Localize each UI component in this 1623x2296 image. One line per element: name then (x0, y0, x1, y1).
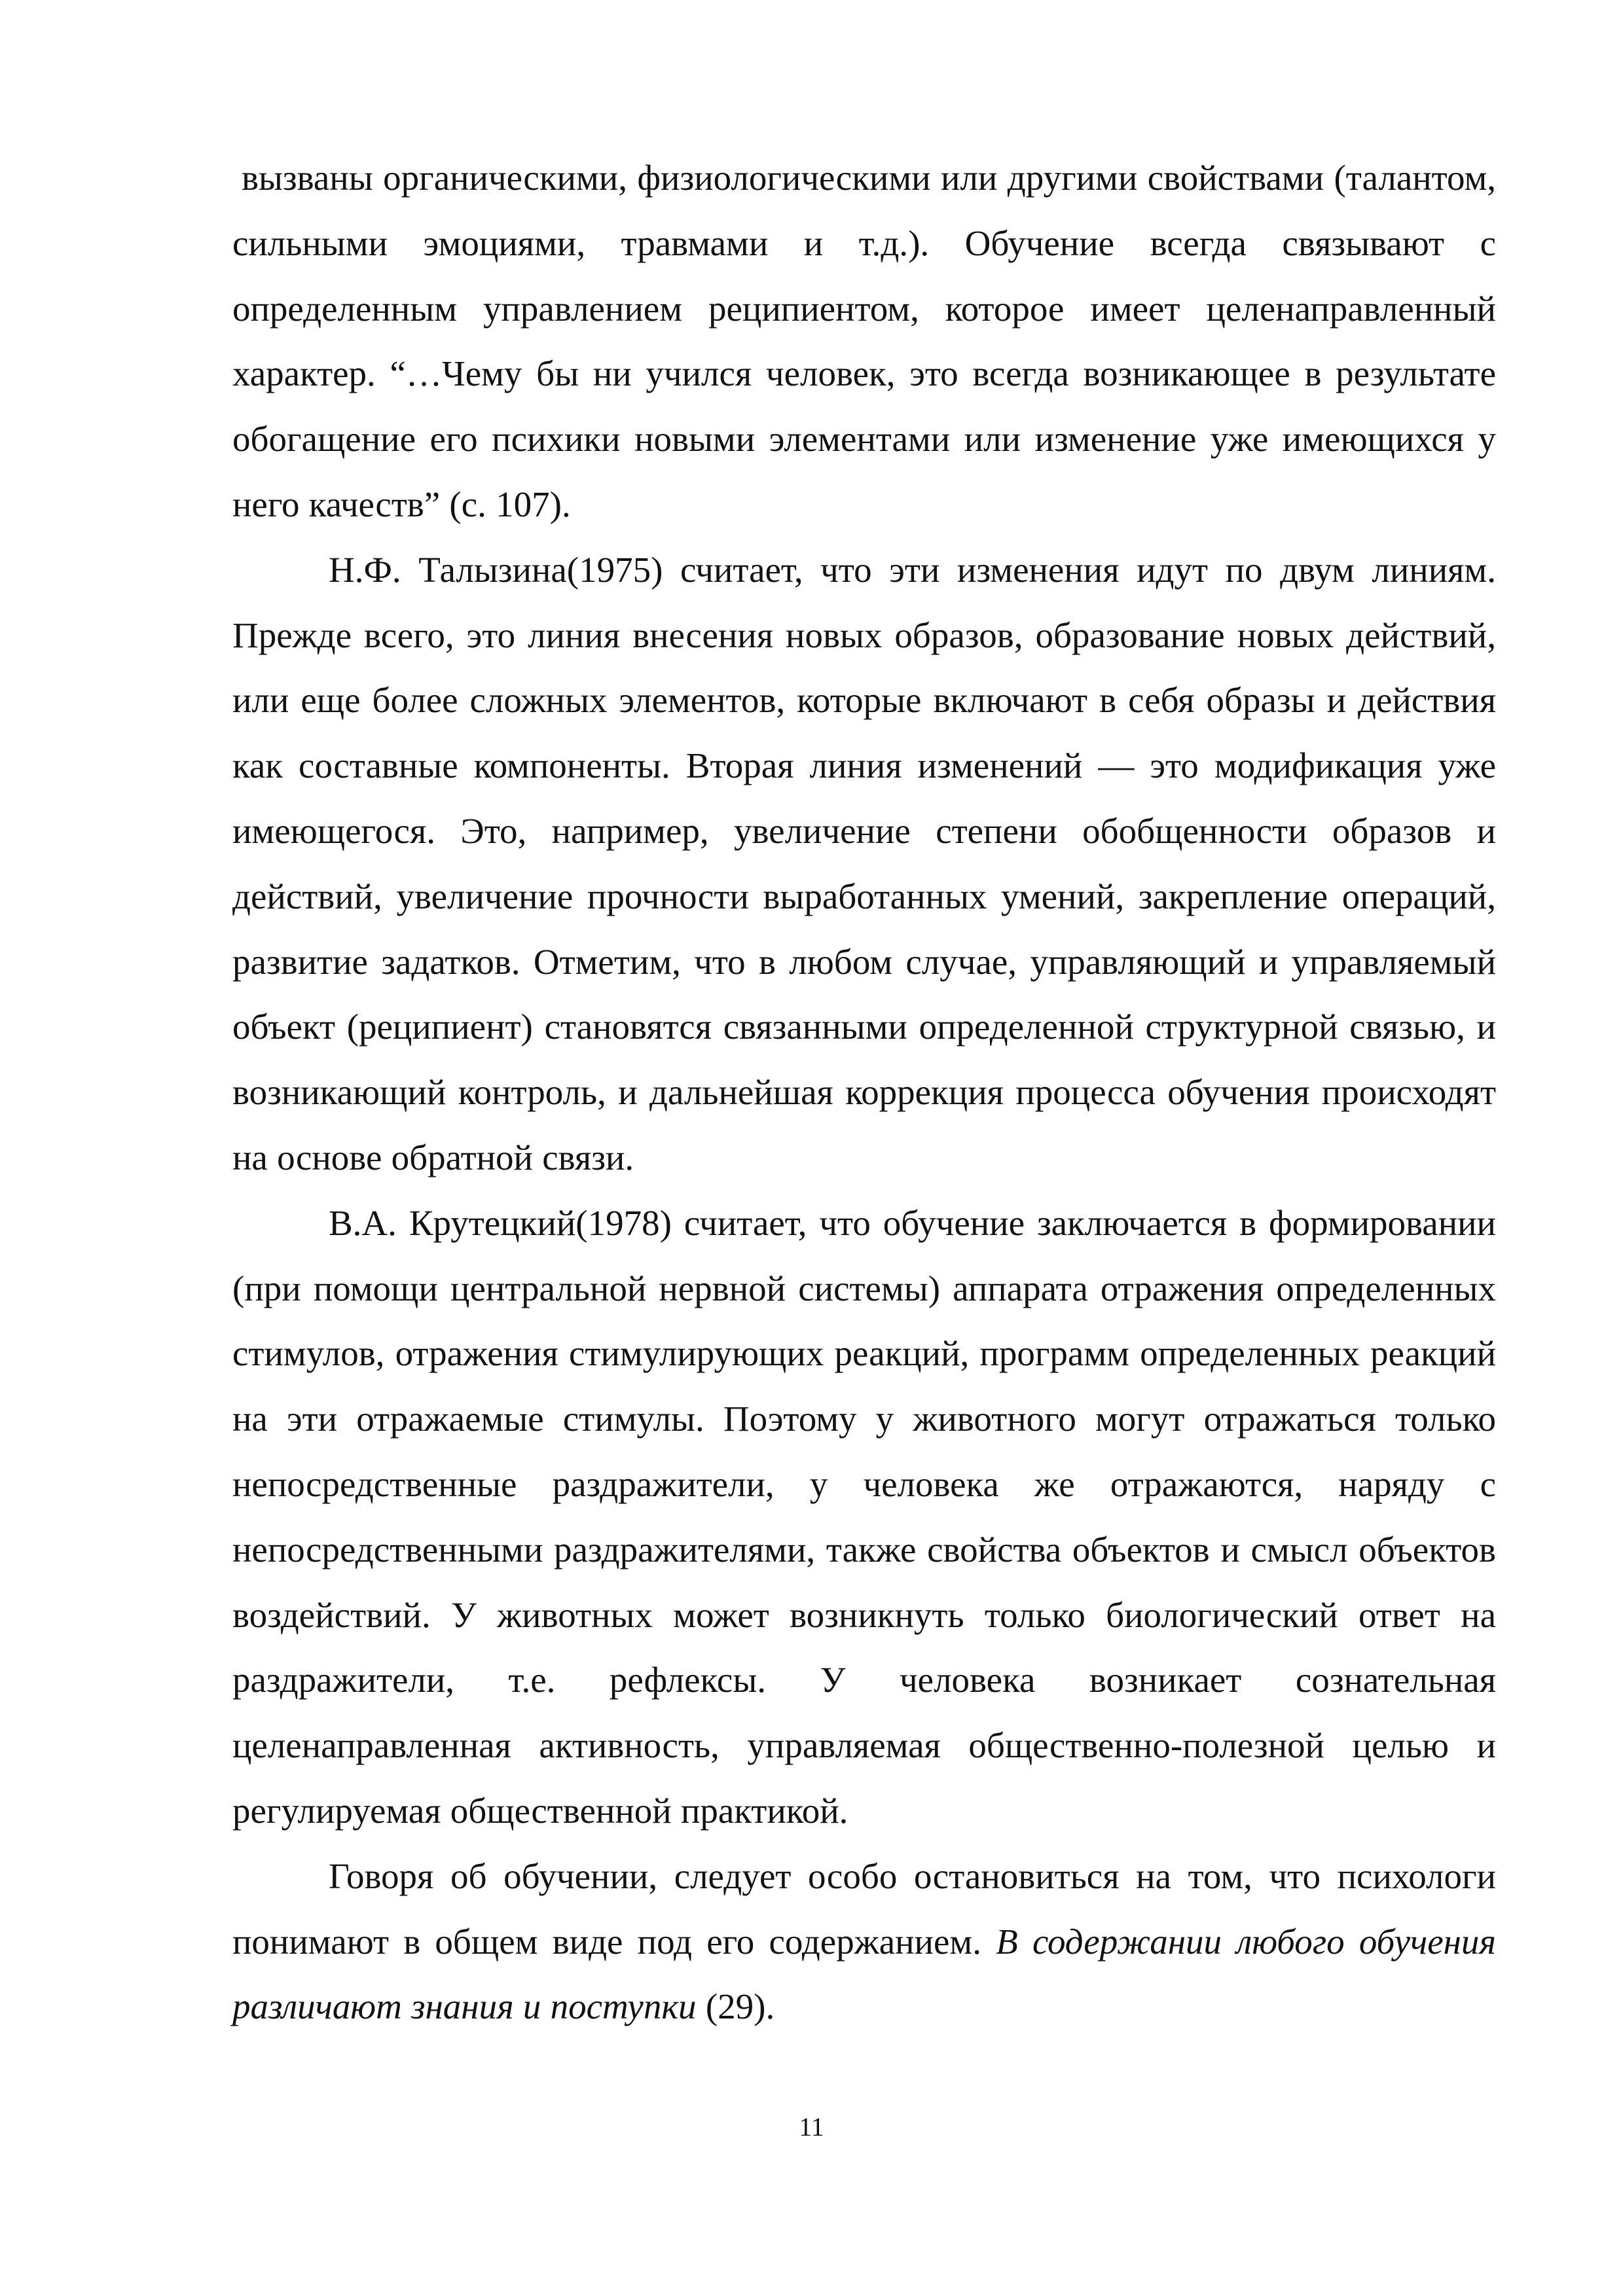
paragraph-2: Н.Ф. Талызина(1975) считает, что эти изменения идут по двум линиям. Прежде всего, это линия внесения новых образов, образование новых действий, или еще более сложных элементов, которые включают в себя образы и действия как составные компоненты. Вторая линия изменений — это модификация уже имеющегося. Это, например, увеличение степени обобщенности образов и действий, увеличение прочности выработанных умений, закрепление операций, развитие задатков. Отметим, что в любом случае, управляющий и управляемый объект (реципиент) становятся связанными определенной структурной связью, и возникающий контроль, и дальнейшая коррекция процесса обучения происходят на основе обратной связи. (232, 549, 1496, 1177)
paragraph-3: В.А. Крутецкий(1978) считает, что обучение заключается в формировании (при помощи центральной нервной системы) аппарата отражения определенных стимулов, отражения стимулирующих реакций, программ определенных реакций на эти отражаемые стимулы. Поэтому у животного могут отражаться только непосредственные раздражители, у человека же отражаются, наряду с непосредственными раздражителями, также свойства объектов и смысл объектов воздействий. У животных может возникнуть только биологический ответ на раздражители, т.е. рефлексы. У человека возникает сознательная целенаправленная активность, управляемая общественно-полезной целью и регулируемая общественной практикой. (232, 1202, 1496, 1831)
paragraph-1: вызваны органическими, физиологическими или другими свойствами (талантом, сильными эмоциями, травмами и т.д.). Обучение всегда связывают с определенным управлением реципиентом, которое имеет целенаправленный характер. “…Чему бы ни учился человек, это всегда возникающее в результате обогащение его психики новыми элементами или изменение уже имеющихся у него качеств” (с. 107). (232, 158, 1496, 524)
paragraph-4-italic-text: В содержании любого обучения различают знания и поступки (232, 1921, 1496, 2027)
paragraph-4 (232, 1844, 1496, 2039)
paragraph-4-text: Говоря об обучении, следует особо остановиться на том, что психологи понимают в общем виде под его содержанием. (232, 1856, 1496, 1962)
paragraph-4-end-text: (29). (696, 1986, 775, 2027)
document-page (232, 145, 1496, 2039)
page-number: 11 (799, 2112, 824, 2142)
